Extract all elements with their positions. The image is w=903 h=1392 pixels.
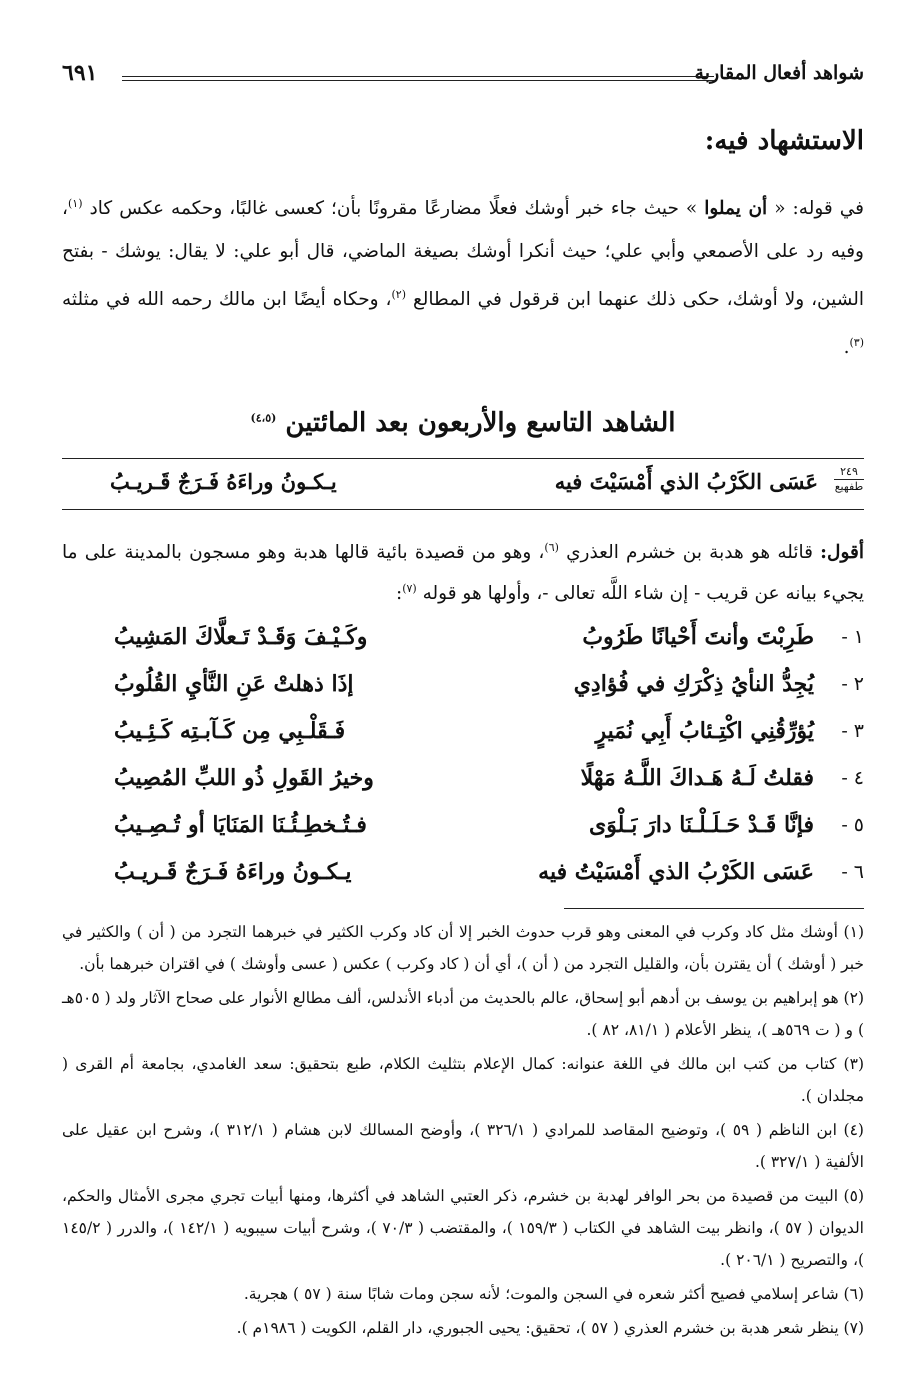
footnote: (٤) ابن الناظم ( ٥٩ )، وتوضيح المقاصد للمرادي ( ٣٢٦/١ )، وأوضح المسالك لابن هشام ( ٣١٢/١ )، وشرح ابن عقيل على الألفية ( ٣٢٧/١ ).: [62, 1121, 864, 1171]
paragraph-text: » حيث جاء خبر أوشك فعلًا مضارعًا مقرونًا بأن؛ كعسى غالبًا، وحكمه عكس كاد: [89, 198, 698, 220]
second-hemistich: وخيرُ القَولِ ذُو اللبِّ المُصِيبُ: [114, 765, 374, 791]
footnote-ref: (٧): [402, 582, 417, 596]
running-header: [62, 60, 864, 94]
line-number: ١ -: [841, 626, 864, 648]
line-number: ٣ -: [841, 720, 864, 742]
second-hemistich: فـتُـخطِـئُـنَا المَنَايَا أو تُـصِـيبُ: [114, 812, 367, 838]
book-page: [62, 48, 864, 1368]
footnote-separator: [564, 908, 864, 909]
section-heading: الاستشهاد فيه:: [704, 126, 864, 156]
poem-line: [62, 667, 864, 714]
running-title: شواهد أفعال المقاربة: [694, 62, 864, 84]
second-hemistich: إذَا ذهلتْ عَنِ النَّأيِ القُلُوبُ: [114, 671, 354, 697]
intro-text: :: [395, 583, 403, 605]
intro-text: قائله هو هدبة بن خشرم العذري: [566, 542, 814, 564]
paragraph-text: في قوله: «: [774, 198, 864, 220]
paragraph-text: .: [843, 337, 850, 359]
second-hemistich: وكَـيْـفَ وَقَـدْ تَـعلَّاكَ المَشِيبُ: [114, 624, 368, 650]
line-number: ٦ -: [841, 861, 864, 883]
body-paragraph: [62, 182, 864, 369]
shahid-title-text: الشاهد التاسع والأربعون بعد المائتين: [285, 408, 676, 438]
line-number: ٥ -: [841, 814, 864, 836]
shahid-title: [62, 408, 864, 438]
footnote-ref: (٣): [849, 336, 864, 350]
intro-paragraph: [62, 530, 864, 612]
shahid-verse: [62, 458, 864, 510]
first-hemistich: يُجِدُّ النأيُ ذِكْرَكِ في فُؤادِي: [573, 671, 814, 697]
footnote: (٢) هو إبراهيم بن يوسف بن أدهم أبو إسحاق، عالم بالحديث من أدباء الأندلس، ألف مطالع الأنوار على صحاح الآثار ولد ( ٥٠٥هـ ) و ( ت ٥٦٩هـ )، ينظر الأعلام ( ٨١/١، ٨٢ ).: [62, 989, 864, 1039]
footnote: (٣) كتاب من كتب ابن مالك في اللغة عنوانه: كمال الإعلام بتثليث الكلام، طبع بتحقيق: سعد الغامدي، بجامعة أم القرى ( مجلدان ).: [62, 1055, 864, 1105]
quoted-phrase: أن يملوا: [704, 198, 768, 220]
second-hemistich: يـكـونُ وراءَهُ فَـرَجٌ قَـريـبُ: [114, 859, 352, 885]
verse-number-label: طفهيع: [834, 480, 864, 493]
first-hemistich: فإنَّا قَـدْ حَـلَـلْـنَا دارَ بَـلْوَى: [588, 812, 814, 838]
verse-number-value: ٢٤٩: [834, 465, 864, 480]
footnote: (٥) البيت من قصيدة من بحر الوافر لهدبة بن خشرم، ذكر العتبي الشاهد في أكثرها، ومنها أبيات تجري مجرى الأمثال والحكم، الديوان ( ٥٧ )، وانظر بيت الشاهد في الكتاب ( ١٥٩/٣ )، والمقتضب ( ٧٠/٣ )، وشرح أبيات سيبويه ( ١٤٢/١ )، والدرر ( ١٤٥/٢ )، والتصريح ( ٢٠٦/١ ).: [62, 1187, 864, 1269]
poem-line: [62, 855, 864, 902]
footnote: (٧) ينظر شعر هدبة بن خشرم العذري ( ٥٧ )، تحقيق: يحيى الجبوري، دار القلم، الكويت ( ١٩٨٦م ).: [236, 1319, 864, 1337]
first-hemistich: طَرِبْتَ وأنتَ أَحْيانًا طَرُوبُ: [582, 624, 814, 650]
footnotes: [62, 916, 864, 1346]
poem-line: [62, 620, 864, 667]
header-rule: [122, 76, 714, 81]
first-hemistich: عَسَى الكَرْبُ الذي أَمْسَيْتُ فيه: [538, 859, 814, 885]
footnote-ref: (٤،٥): [250, 411, 277, 425]
first-hemistich: فقلتُ لَـهُ هَـداكَ اللَّـهُ مَهْلًا: [580, 765, 814, 791]
footnote: (١) أوشك مثل كاد وكرب في المعنى وهو قرب حدوث الخبر إلا أن كاد وكرب الكثير في خبرهما التجرد من ( أن ) والكثير في خبر ( أوشك ) أن يقترن بأن، والقليل التجرد من ( أن )، أي أن ( كاد وكرب ) عكس ( عسى وأوشك ) في اقتران خبرهما بأن.: [62, 923, 864, 973]
poem-line: [62, 808, 864, 855]
footnote-ref: (٦): [544, 541, 559, 554]
page-number: ٦٩١: [62, 60, 98, 86]
poem: [62, 620, 864, 902]
footnote-ref: (١): [67, 197, 83, 210]
line-number: ٢ -: [841, 673, 864, 695]
second-hemistich: يـكـونُ وراءَهُ فَـرَجٌ قَـريـبُ: [110, 469, 337, 494]
footnote: (٦) شاعر إسلامي فصيح أكثر شعره في السجن والموت؛ لأنه سجن ومات شابًا سنة ( ٥٧ ) هجرية.: [243, 1285, 864, 1303]
paragraph-text: ، وفيه رد على الأصمعي وأبي علي؛ حيث أنكرا أوشك بصيغة الماضي، قال أبو علي: لا يقال: يوشك - بفتح الشين، ولا أوشك، حكى ذلك عنهما ابن قرقول في المطالع: [62, 198, 865, 311]
poem-line: [62, 714, 864, 761]
intro-text: ، وهو من قصيدة بائية قالها هدبة وهو مسجون بالمدينة على ما يجيء بيانه عن قريب - إن شاء اللَّه تعالى -، وأولها هو قوله: [62, 542, 864, 605]
second-hemistich: فَـقَلْـبِي مِن كَـآبـتِه كَـئِـيبُ: [114, 718, 346, 744]
paragraph-text: ، وحكاه أيضًا ابن مالك رحمه الله في مثلثه: [62, 289, 392, 311]
poem-line: [62, 761, 864, 808]
footnote-ref: (٢): [391, 288, 407, 302]
first-hemistich: يُؤرِّقُنِي اكْتِـئابُ أَبِي نُمَيرٍ: [595, 718, 814, 744]
line-number: ٤ -: [841, 767, 864, 789]
intro-label: أقول:: [820, 542, 864, 564]
first-hemistich: عَسَى الكَرْبُ الذي أَمْسَيْتَ فيه: [554, 469, 818, 494]
verse-number: [834, 465, 864, 494]
